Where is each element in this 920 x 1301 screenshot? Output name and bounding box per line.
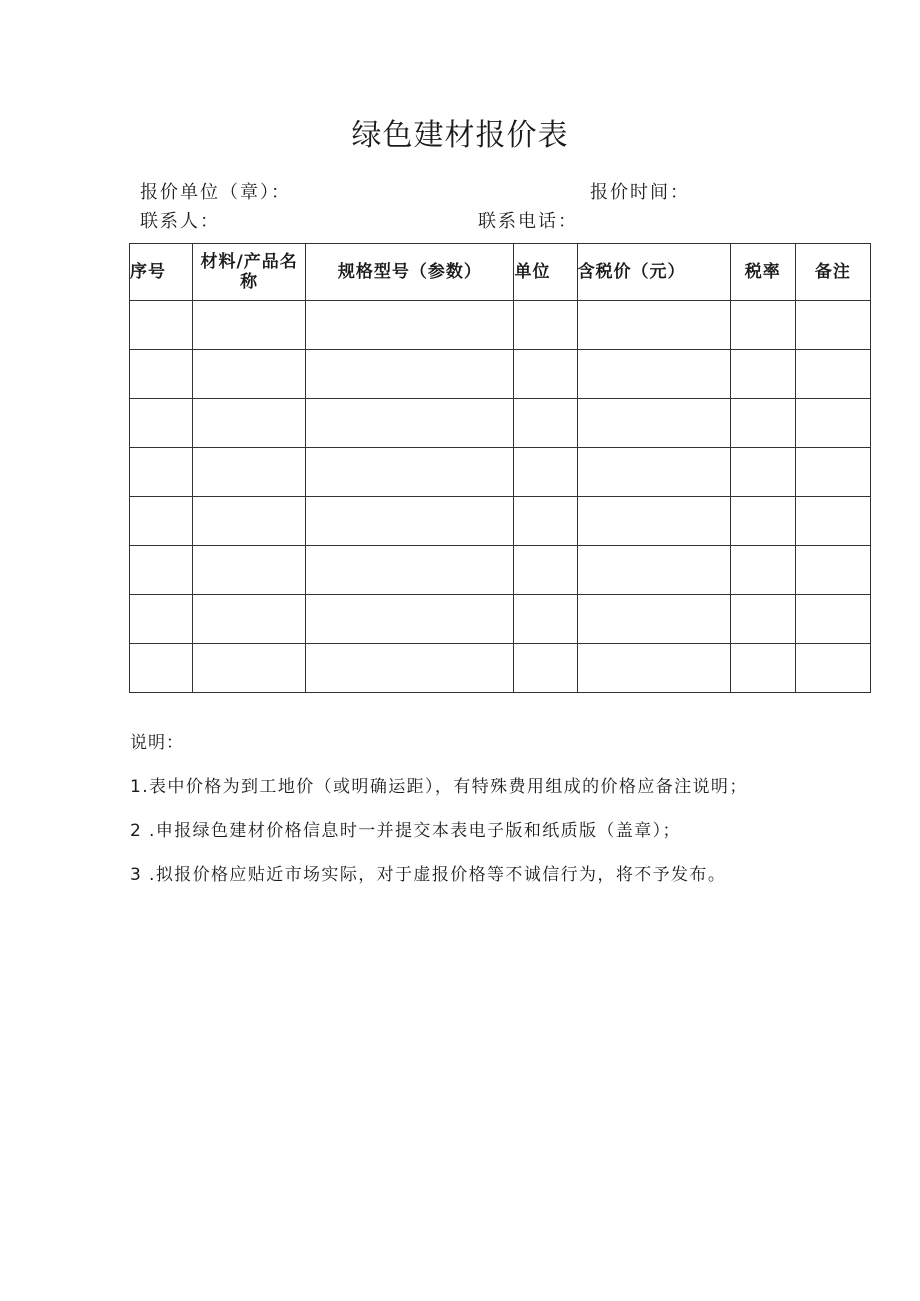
table-cell[interactable] <box>193 301 306 350</box>
quote-unit-label: 报价单位（章）： <box>140 182 291 203</box>
table-cell[interactable] <box>130 546 193 595</box>
phone-label: 联系电话： <box>478 211 578 232</box>
table-cell[interactable] <box>193 448 306 497</box>
table-cell[interactable] <box>730 350 795 399</box>
table-cell[interactable] <box>514 350 577 399</box>
table-cell[interactable] <box>130 644 193 693</box>
contact-label: 联系人： <box>140 211 220 232</box>
table-cell[interactable] <box>514 546 577 595</box>
table-cell[interactable] <box>730 301 795 350</box>
table-row <box>130 301 871 350</box>
table-row <box>130 350 871 399</box>
table-row <box>130 497 871 546</box>
table-cell[interactable] <box>514 644 577 693</box>
table-cell[interactable] <box>730 399 795 448</box>
page-title: 绿色建材报价表 <box>351 118 569 153</box>
note-item-2: 2 .申报绿色建材价格信息时一并提交本表电子版和纸质版（盖章）； <box>130 821 681 841</box>
table-cell[interactable] <box>795 399 870 448</box>
table-cell[interactable] <box>130 301 193 350</box>
table-cell[interactable] <box>130 595 193 644</box>
table-cell[interactable] <box>193 399 306 448</box>
table-row <box>130 595 871 644</box>
notes-heading: 说明： <box>130 733 184 753</box>
table-header-row <box>130 244 871 301</box>
table-cell[interactable] <box>795 350 870 399</box>
header-material-name: 材料/产品名称 <box>193 244 306 301</box>
table-cell[interactable] <box>193 350 306 399</box>
table-cell[interactable] <box>130 497 193 546</box>
table-cell[interactable] <box>306 497 514 546</box>
note-item-3: 3 .拟报价格应贴近市场实际，对于虚报价格等不诚信行为，将不予发布。 <box>130 865 727 885</box>
table-row <box>130 644 871 693</box>
table-cell[interactable] <box>193 595 306 644</box>
header-index: 序号 <box>130 244 193 301</box>
header-unit: 单位 <box>514 244 577 301</box>
table-cell[interactable] <box>130 448 193 497</box>
header-spec-model: 规格型号（参数） <box>306 244 514 301</box>
header-tax-inclusive-price: 含税价（元） <box>577 244 730 301</box>
table-cell[interactable] <box>730 595 795 644</box>
table-cell[interactable] <box>730 497 795 546</box>
table-cell[interactable] <box>795 301 870 350</box>
table-cell[interactable] <box>130 350 193 399</box>
header-tax-rate: 税率 <box>730 244 795 301</box>
table-cell[interactable] <box>306 448 514 497</box>
table-cell[interactable] <box>306 546 514 595</box>
table-row <box>130 448 871 497</box>
table-cell[interactable] <box>795 644 870 693</box>
table-cell[interactable] <box>577 301 730 350</box>
table-cell[interactable] <box>306 350 514 399</box>
table-row <box>130 399 871 448</box>
table-cell[interactable] <box>577 595 730 644</box>
table-cell[interactable] <box>730 644 795 693</box>
table-cell[interactable] <box>795 448 870 497</box>
table-cell[interactable] <box>306 644 514 693</box>
table-cell[interactable] <box>514 448 577 497</box>
table-cell[interactable] <box>577 350 730 399</box>
table-cell[interactable] <box>306 595 514 644</box>
table-cell[interactable] <box>193 644 306 693</box>
header-remarks: 备注 <box>795 244 870 301</box>
table-cell[interactable] <box>795 546 870 595</box>
table-cell[interactable] <box>795 497 870 546</box>
table-cell[interactable] <box>193 546 306 595</box>
table-cell[interactable] <box>577 546 730 595</box>
table-cell[interactable] <box>514 595 577 644</box>
table-cell[interactable] <box>514 399 577 448</box>
table-cell[interactable] <box>730 448 795 497</box>
table-cell[interactable] <box>577 448 730 497</box>
table-cell[interactable] <box>130 399 193 448</box>
table-row <box>130 546 871 595</box>
table-cell[interactable] <box>306 301 514 350</box>
table-cell[interactable] <box>577 497 730 546</box>
quote-table <box>129 243 871 693</box>
table-cell[interactable] <box>577 399 730 448</box>
quote-time-label: 报价时间： <box>590 182 690 203</box>
table-cell[interactable] <box>514 301 577 350</box>
table-cell[interactable] <box>730 546 795 595</box>
table-cell[interactable] <box>577 644 730 693</box>
table-cell[interactable] <box>514 497 577 546</box>
table-cell[interactable] <box>306 399 514 448</box>
table-cell[interactable] <box>795 595 870 644</box>
note-item-1: 1.表中价格为到工地价（或明确运距），有特殊费用组成的价格应备注说明； <box>130 777 748 797</box>
table-cell[interactable] <box>193 497 306 546</box>
